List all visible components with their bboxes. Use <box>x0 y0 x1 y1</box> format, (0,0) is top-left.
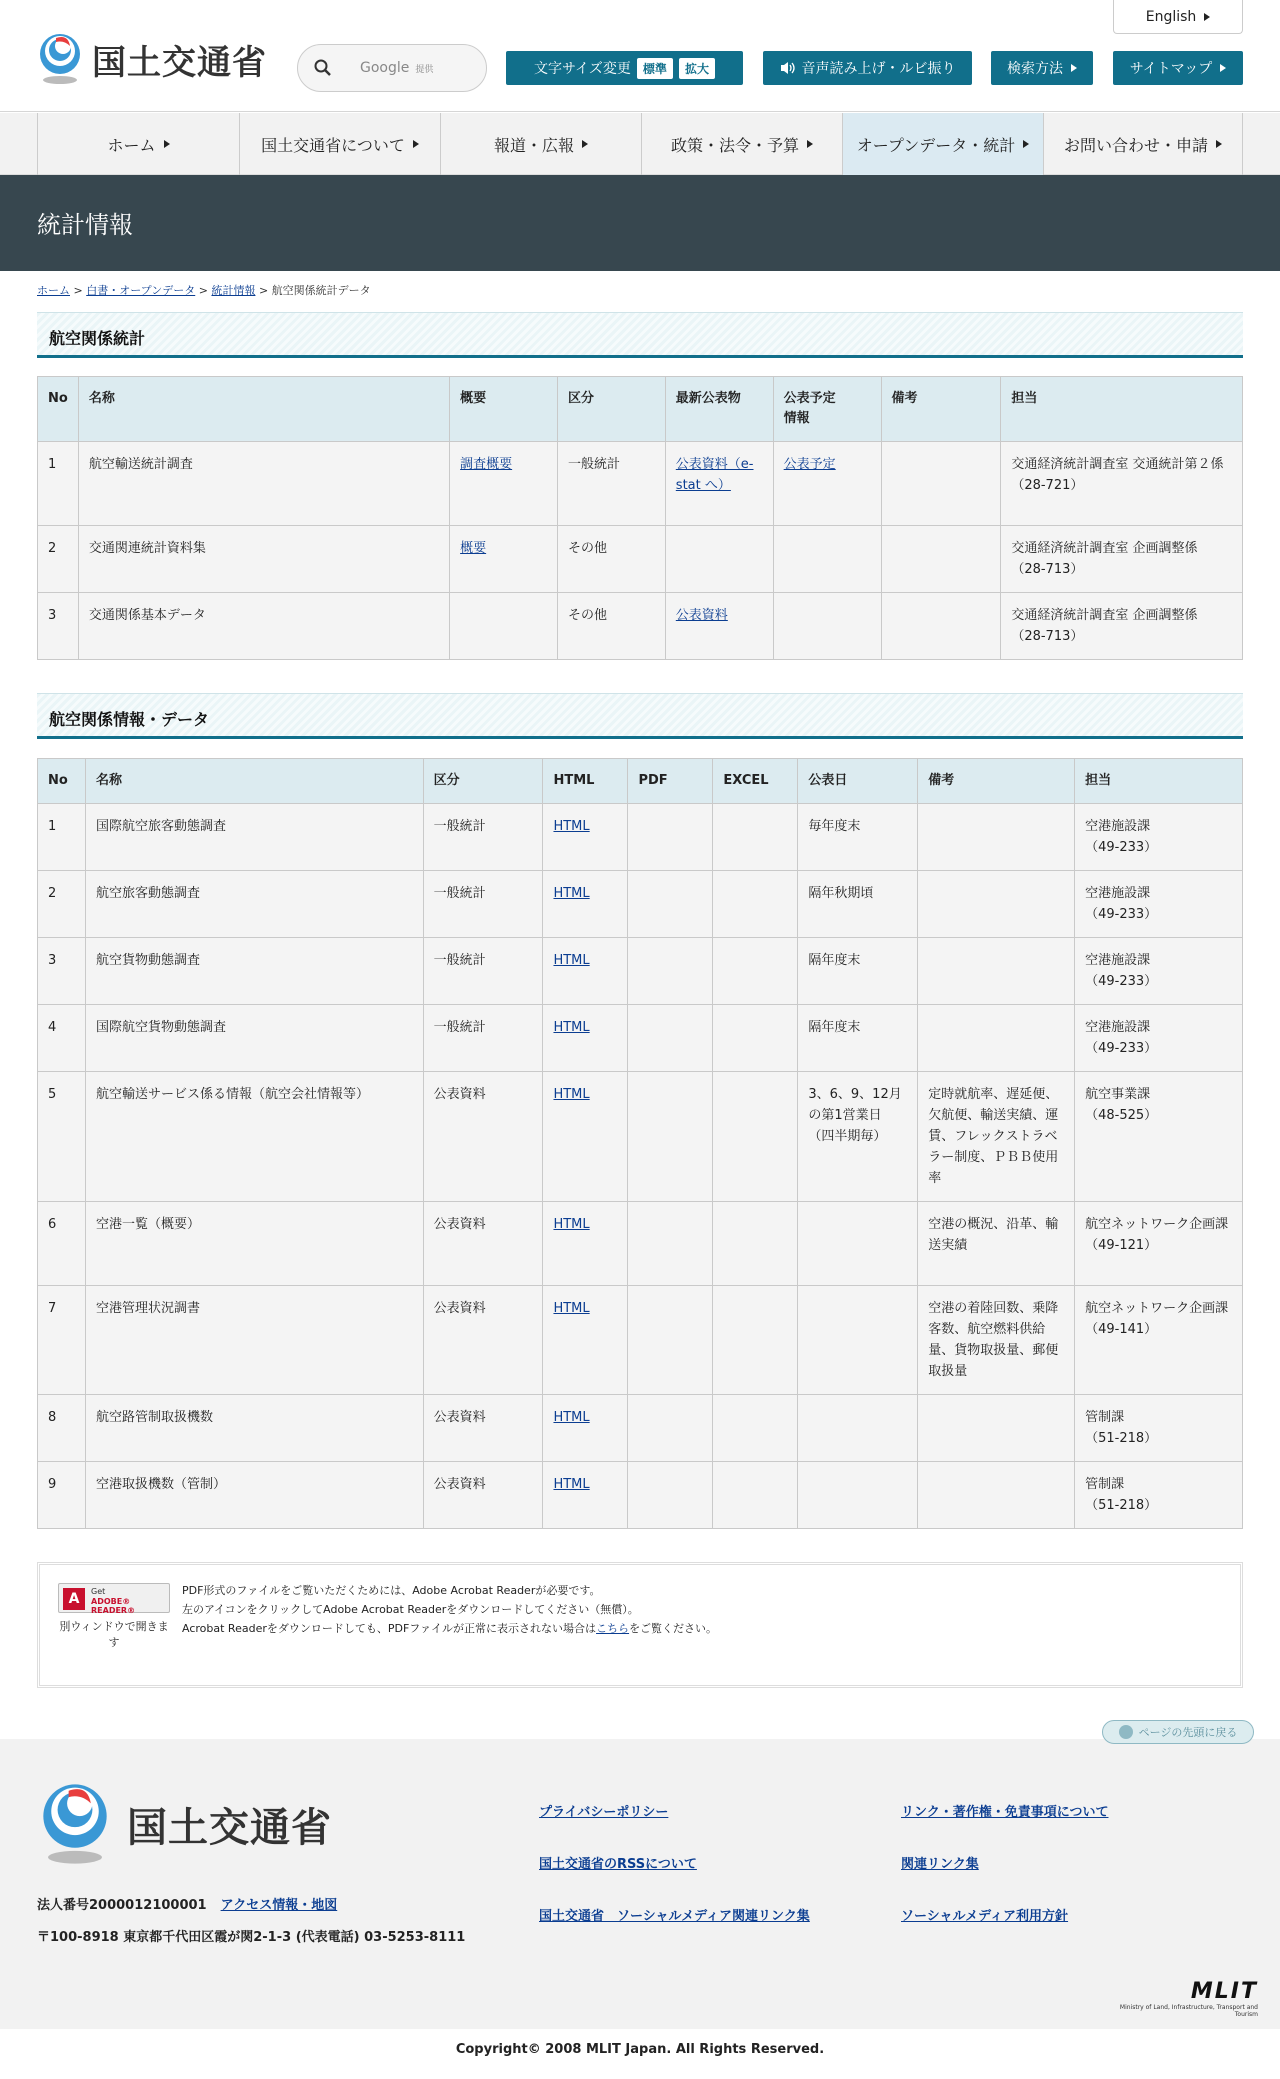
speaker-icon <box>780 61 796 75</box>
pdf-notice-text-pre: Acrobat Readerをダウンロードしても、PDFファイルが正常に表示されない場合は <box>182 1622 597 1635</box>
cell-type: その他 <box>557 526 665 593</box>
cell-note <box>918 938 1075 1005</box>
font-size-standard-button[interactable]: 標準 <box>637 58 673 79</box>
cell-staff: 交通経済統計調査室 企画調整係 （28-713） <box>1001 593 1243 660</box>
adobe-logo-icon: A <box>63 1588 85 1610</box>
cell-date: 毎年度末 <box>798 804 918 871</box>
cell-pdf <box>628 938 713 1005</box>
cell-staff: 空港施設課 （49-233） <box>1075 804 1243 871</box>
column-header: 概要 <box>450 377 558 442</box>
schedule-link[interactable]: 公表予定 <box>783 457 836 472</box>
pdf-notice <box>37 1562 1243 1688</box>
font-size-label: 文字サイズ変更 <box>534 61 631 77</box>
nav-policy[interactable] <box>641 113 842 175</box>
cell-no: 2 <box>38 871 86 938</box>
triangle-right-icon <box>413 140 419 148</box>
column-header: 区分 <box>423 759 543 804</box>
breadcrumb-opendata[interactable]: 白書・オープンデータ <box>86 284 196 297</box>
pdf-notice-text-post: をご覧ください。 <box>629 1622 718 1635</box>
cell-excel <box>713 1286 798 1395</box>
cell-no: 8 <box>38 1395 86 1462</box>
pdf-notice-text <box>182 1581 717 1638</box>
cell-no: 2 <box>38 526 79 593</box>
footer-logo[interactable] <box>37 1781 332 1867</box>
triangle-right-icon <box>1071 64 1077 72</box>
table-row <box>38 1005 1243 1072</box>
mlit-wordmark <box>1100 1979 1258 2018</box>
cell-name: 交通関係基本データ <box>78 593 449 660</box>
nav-contact[interactable] <box>1043 113 1243 175</box>
html-link[interactable]: HTML <box>553 1020 590 1035</box>
adobe-reader-download-button[interactable] <box>58 1583 170 1613</box>
breadcrumb-home[interactable]: ホーム <box>37 284 70 297</box>
table-row <box>38 871 1243 938</box>
cell-note <box>881 442 1001 526</box>
triangle-right-icon <box>1023 140 1029 148</box>
cell-html <box>543 1202 628 1286</box>
table-row <box>38 526 1243 593</box>
copyright-link[interactable]: リンク・著作権・免責事項について <box>901 1805 1109 1820</box>
corporate-number-text: 法人番号2000012100001 <box>37 1898 207 1913</box>
cell-date: 隔年度末 <box>798 1005 918 1072</box>
column-header: No <box>38 759 86 804</box>
breadcrumb-current: 航空関係統計データ <box>271 284 371 297</box>
cell-date <box>798 1286 918 1395</box>
cell-staff: 管制課 （51-218） <box>1075 1462 1243 1529</box>
aviation-stats-table <box>37 376 1243 660</box>
cell-name: 航空路管制取扱機数 <box>85 1395 423 1462</box>
cell-pdf <box>628 1005 713 1072</box>
rss-link[interactable]: 国土交通省のRSSについて <box>539 1857 697 1872</box>
cell-note <box>918 1462 1075 1529</box>
triangle-right-icon <box>1204 13 1210 21</box>
site-logo[interactable] <box>36 32 267 86</box>
table-row <box>38 1202 1243 1286</box>
table-row <box>38 1395 1243 1462</box>
column-header: HTML <box>543 759 628 804</box>
nav-home[interactable] <box>37 113 239 175</box>
cell-html <box>543 871 628 938</box>
cell-date <box>798 1202 918 1286</box>
html-link[interactable]: HTML <box>553 1217 590 1232</box>
cell-html <box>543 1395 628 1462</box>
section-title: 航空関係情報・データ <box>49 710 210 729</box>
site-footer <box>0 1739 1280 2029</box>
copyright-text: Copyright© 2008 MLIT Japan. All Rights Reserved. <box>455 2042 825 2057</box>
cell-date: 隔年秋期頃 <box>798 871 918 938</box>
global-nav <box>0 113 1280 175</box>
cell-excel <box>713 1072 798 1202</box>
search-method-button[interactable] <box>991 51 1093 85</box>
overview-link[interactable]: 調査概要 <box>460 457 513 472</box>
mlit-logo-icon <box>36 32 84 86</box>
cell-excel <box>713 871 798 938</box>
html-link[interactable]: HTML <box>553 1477 590 1492</box>
cell-date <box>798 1462 918 1529</box>
cell-staff: 航空事業課 （48-525） <box>1075 1072 1243 1202</box>
html-link[interactable]: HTML <box>553 1301 590 1316</box>
cell-excel <box>713 1462 798 1529</box>
column-header: 最新公表物 <box>665 377 773 442</box>
breadcrumb-separator: > <box>258 284 269 297</box>
cell-staff: 交通経済統計調査室 企画調整係 （28-713） <box>1001 526 1243 593</box>
cell-latest <box>665 442 773 526</box>
cell-pdf <box>628 1202 713 1286</box>
cell-note <box>918 871 1075 938</box>
cell-no: 5 <box>38 1072 86 1202</box>
cell-note <box>881 593 1001 660</box>
cell-pdf <box>628 1286 713 1395</box>
cell-name: 空港取扱機数（管制） <box>85 1462 423 1529</box>
english-label: English <box>1145 8 1197 25</box>
latest-link[interactable]: 公表資料（e-stat へ） <box>675 457 754 493</box>
section-title: 航空関係統計 <box>49 329 146 348</box>
cell-type: 公表資料 <box>423 1462 543 1529</box>
social-media-policy-link[interactable]: ソーシャルメディア利用方針 <box>901 1909 1069 1924</box>
cell-latest <box>665 526 773 593</box>
pdf-notice-line <box>182 1619 717 1638</box>
data-table-body <box>38 804 1243 1529</box>
sitemap-label: サイトマップ <box>1129 61 1213 77</box>
column-header: 担当 <box>1075 759 1243 804</box>
column-header: 名称 <box>78 377 449 442</box>
breadcrumb-separator: > <box>73 284 83 297</box>
cell-type: 公表資料 <box>423 1286 543 1395</box>
cell-type: 公表資料 <box>423 1072 543 1202</box>
cell-note <box>881 526 1001 593</box>
nav-label: 国土交通省について <box>261 135 405 155</box>
overview-link[interactable]: 概要 <box>460 541 487 556</box>
nav-opendata[interactable] <box>842 113 1043 175</box>
cell-name: 空港管理状況調書 <box>85 1286 423 1395</box>
nav-label: 報道・広報 <box>493 135 574 155</box>
cell-note: 定時就航率、遅延便、欠航便、輸送実績、運賃、フレックストラベラー制度、ＰＢＢ使用率 <box>918 1072 1075 1202</box>
cell-date: 3、6、9、12月の第1営業日（四半期毎） <box>798 1072 918 1202</box>
column-header: 区分 <box>557 377 665 442</box>
column-header: 備考 <box>881 377 1001 442</box>
page-title: 統計情報 <box>37 211 133 239</box>
back-to-top-button[interactable] <box>1102 1720 1254 1744</box>
cell-staff: 空港施設課 （49-233） <box>1075 871 1243 938</box>
latest-link[interactable]: 公表資料 <box>675 608 728 623</box>
cell-name: 国際航空旅客動態調査 <box>85 804 423 871</box>
new-window-caption: 別ウィンドウで開きます <box>59 1620 169 1649</box>
related-links-link[interactable]: 関連リンク集 <box>901 1857 979 1872</box>
speech-label: 音声読み上げ・ルビ振り <box>801 61 956 77</box>
nav-label: お問い合わせ・申請 <box>1063 135 1208 155</box>
adobe-get-text: Get <box>91 1587 106 1596</box>
cell-no: 6 <box>38 1202 86 1286</box>
back-to-top-label: ページの先頭に戻る <box>1138 1726 1238 1739</box>
cell-schedule <box>773 593 881 660</box>
column-header: EXCEL <box>713 759 798 804</box>
cell-date: 隔年度末 <box>798 938 918 1005</box>
corporate-number <box>37 1894 337 1913</box>
html-link[interactable]: HTML <box>553 1410 590 1425</box>
cell-excel <box>713 804 798 871</box>
mlit-ministry-name: Ministry of Land, Infrastructure, Transport and Tourism <box>1119 2004 1258 2018</box>
page-title-band <box>0 175 1280 271</box>
column-header: 公表日 <box>798 759 918 804</box>
aviation-data-table <box>37 758 1243 1529</box>
cell-note: 空港の着陸回数、乗降客数、航空燃料供給量、貨物取扱量、郵便取扱量 <box>918 1286 1075 1395</box>
cell-type: 一般統計 <box>423 871 543 938</box>
cell-overview <box>450 526 558 593</box>
cell-type: その他 <box>557 593 665 660</box>
sitemap-button[interactable] <box>1113 51 1243 85</box>
html-link[interactable]: HTML <box>553 886 590 901</box>
cell-html <box>543 1072 628 1202</box>
cell-no: 4 <box>38 1005 86 1072</box>
cell-type: 一般統計 <box>423 938 543 1005</box>
cell-staff: 空港施設課 （49-233） <box>1075 938 1243 1005</box>
access-map-link[interactable]: アクセス情報・地図 <box>220 1898 338 1913</box>
cell-name: 航空旅客動態調査 <box>85 871 423 938</box>
cell-pdf <box>628 1462 713 1529</box>
cell-staff: 空港施設課 （49-233） <box>1075 1005 1243 1072</box>
cell-overview <box>450 442 558 526</box>
cell-name: 国際航空貨物動態調査 <box>85 1005 423 1072</box>
site-logo-text: 国土交通省 <box>92 42 267 83</box>
cell-no: 9 <box>38 1462 86 1529</box>
nav-label: 政策・法令・予算 <box>670 135 799 155</box>
cell-excel <box>713 1202 798 1286</box>
cell-no: 7 <box>38 1286 86 1395</box>
cell-overview <box>450 593 558 660</box>
cell-note <box>918 804 1075 871</box>
adobe-reader-text: ADOBE® READER® <box>91 1597 136 1615</box>
table-row <box>38 804 1243 871</box>
column-header: 名称 <box>85 759 423 804</box>
mlit-logo-icon <box>37 1781 113 1867</box>
column-header: 担当 <box>1001 377 1243 442</box>
search-method-label: 検索方法 <box>1007 61 1063 77</box>
cell-name: 空港一覧（概要） <box>85 1202 423 1286</box>
pdf-help-link[interactable]: こちら <box>596 1622 630 1635</box>
search-placeholder: Google 提供 <box>360 60 434 76</box>
html-link[interactable]: HTML <box>553 819 590 834</box>
cell-name: 交通関連統計資料集 <box>78 526 449 593</box>
search-input[interactable] <box>297 44 487 92</box>
cell-name: 航空輸送統計調査 <box>78 442 449 526</box>
nav-label: オープンデータ・統計 <box>856 135 1016 155</box>
triangle-right-icon <box>582 140 588 148</box>
nav-press[interactable] <box>440 113 641 175</box>
cell-no: 3 <box>38 938 86 1005</box>
cell-type: 一般統計 <box>423 1005 543 1072</box>
cell-html <box>543 1005 628 1072</box>
cell-no: 1 <box>38 804 86 871</box>
cell-name: 航空輸送サービス係る情報（航空会社情報等） <box>85 1072 423 1202</box>
search-icon <box>314 59 332 77</box>
cell-staff: 航空ネットワーク企画課 （49-141） <box>1075 1286 1243 1395</box>
pdf-notice-line: 左のアイコンをクリックしてAdobe Acrobat Readerをダウンロードしてください（無償）。 <box>182 1603 639 1616</box>
table-row <box>38 593 1243 660</box>
cell-schedule <box>773 442 881 526</box>
cell-schedule <box>773 526 881 593</box>
speech-ruby-button[interactable] <box>763 51 972 85</box>
english-link[interactable] <box>1113 0 1243 34</box>
cell-no: 1 <box>38 442 79 526</box>
cell-staff: 管制課 （51-218） <box>1075 1395 1243 1462</box>
footer-logo-text: 国土交通省 <box>127 1804 332 1851</box>
cell-name: 航空貨物動態調査 <box>85 938 423 1005</box>
cell-note: 空港の概況、沿革、輸送実績 <box>918 1202 1075 1286</box>
triangle-right-icon <box>1216 140 1222 148</box>
triangle-right-icon <box>164 140 170 148</box>
triangle-right-icon <box>807 140 813 148</box>
table-header-row <box>38 377 1243 442</box>
cell-pdf <box>628 1395 713 1462</box>
cell-no: 3 <box>38 593 79 660</box>
section-heading <box>37 312 1243 358</box>
table-row <box>38 1072 1243 1202</box>
font-size-large-button[interactable]: 拡大 <box>679 58 715 79</box>
cell-excel <box>713 1395 798 1462</box>
privacy-policy-link[interactable]: プライバシーポリシー <box>539 1805 669 1820</box>
arrow-up-icon <box>1119 1725 1133 1739</box>
cell-date <box>798 1395 918 1462</box>
cell-latest <box>665 593 773 660</box>
cell-note <box>918 1395 1075 1462</box>
mlit-wordmark-text: MLIT <box>1190 1979 1258 2004</box>
nav-about[interactable] <box>239 113 440 175</box>
cell-html <box>543 1462 628 1529</box>
cell-pdf <box>628 804 713 871</box>
breadcrumb-separator: > <box>198 284 208 297</box>
breadcrumb <box>37 282 371 298</box>
cell-excel <box>713 1005 798 1072</box>
nav-label: ホーム <box>107 135 156 155</box>
html-link[interactable]: HTML <box>553 1087 590 1102</box>
triangle-right-icon <box>1220 64 1226 72</box>
section-heading <box>37 693 1243 739</box>
social-media-links-link[interactable]: 国土交通省 ソーシャルメディア関連リンク集 <box>539 1909 810 1924</box>
column-header: PDF <box>628 759 713 804</box>
cell-note <box>918 1005 1075 1072</box>
cell-type: 公表資料 <box>423 1395 543 1462</box>
font-size-control <box>506 51 743 85</box>
cell-type: 一般統計 <box>423 804 543 871</box>
cell-staff: 航空ネットワーク企画課 （49-121） <box>1075 1202 1243 1286</box>
column-header: No <box>38 377 79 442</box>
column-header: 公表予定 情報 <box>773 377 881 442</box>
cell-excel <box>713 938 798 1005</box>
pdf-notice-line: PDF形式のファイルをご覧いただくためには、Adobe Acrobat Readerが必要です。 <box>182 1584 601 1597</box>
table-row <box>38 1286 1243 1395</box>
table-header-row <box>38 759 1243 804</box>
cell-html <box>543 938 628 1005</box>
cell-type: 一般統計 <box>557 442 665 526</box>
cell-pdf <box>628 1072 713 1202</box>
table-row <box>38 938 1243 1005</box>
cell-staff: 交通経済統計調査室 交通統計第２係 （28-721） <box>1001 442 1243 526</box>
column-header: 備考 <box>918 759 1075 804</box>
address: 〒100-8918 東京都千代田区霞が関2-1-3 (代表電話) 03-5253-8111 <box>37 1930 466 1945</box>
cell-type: 公表資料 <box>423 1202 543 1286</box>
site-header <box>0 0 1280 112</box>
cell-pdf <box>628 871 713 938</box>
breadcrumb-stats[interactable]: 統計情報 <box>211 284 256 297</box>
cell-html <box>543 1286 628 1395</box>
table-row <box>38 1462 1243 1529</box>
html-link[interactable]: HTML <box>553 953 590 968</box>
table-row <box>38 442 1243 526</box>
cell-html <box>543 804 628 871</box>
